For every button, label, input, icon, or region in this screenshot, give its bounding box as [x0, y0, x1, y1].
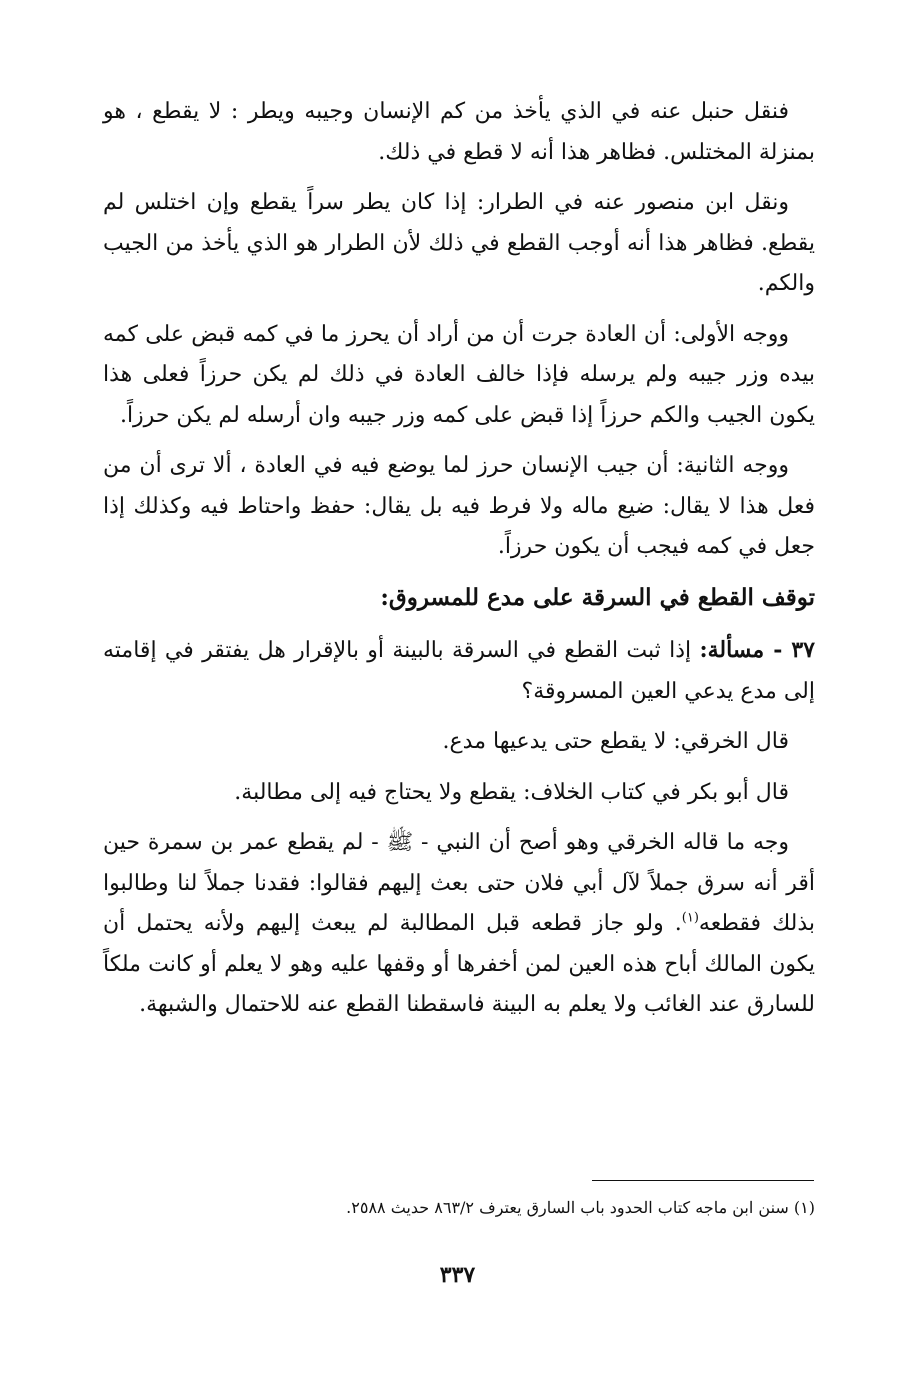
issue-label: ٣٧ - مسألة: — [699, 637, 815, 663]
page-number: ٣٣٧ — [439, 1262, 476, 1288]
quote-khiraqi: قال الخرقي: لا يقطع حتى يدعيها مدع. — [442, 729, 789, 754]
footnote-divider — [592, 1180, 814, 1181]
main-text — [103, 92, 815, 1036]
footnote-text: سنن ابن ماجه كتاب الحدود باب السارق يعترف ٨٦٣/٢ حديث ٢٥٨٨. — [346, 1198, 789, 1217]
quote-abu-bakr: قال أبو بكر في كتاب الخلاف: يقطع ولا يحتاج فيه إلى مطالبة. — [234, 779, 789, 805]
issue-text: إذا ثبت القطع في السرقة بالبينة أو بالإقرار هل يفتقر في إقامته إلى مدع يدعي العين المسروقة؟ — [103, 638, 815, 704]
paragraph-first-view: ووجه الأولى: أن العادة جرت أن من أراد أن يحرز ما في كمه قبض على كمه بيده وزر جيبه ولم يرسله فإذا خالف العادة في ذلك لم يكن حرزاً فعلى هذا يكون الجيب والكم حرزاً إذا قبض على كمه وزر جيبه وان أرسله لم يكن حرزاً. — [103, 321, 815, 428]
paragraph-ibn-mansur: ونقل ابن منصور عنه في الطرار: إذا كان يطر سراً يقطع وإن اختلس لم يقطع. فظاهر هذا أنه أوجب القطع في ذلك لأن الطرار هو الذي يأخذ من الجيب والكم. — [103, 190, 815, 296]
paragraph-second-view: ووجه الثانية: أن جيب الإنسان حرز لما يوضع فيه في العادة ، ألا ترى أن من فعل هذا لا يقال: ضيع ماله ولا فرط فيه بل يقال: حفظ واحتاط فيه وكذلك إذا جعل في كمه فيجب أن يكون حرزاً. — [103, 453, 815, 559]
footnote — [200, 1196, 815, 1220]
section-heading: توقف القطع في السرقة على مدع للمسروق: — [380, 583, 815, 611]
paragraph-hanbal: فنقل حنبل عنه في الذي يأخذ من كم الإنسان وجيبه ويطر : لا يقطع ، هو بمنزلة المختلس. فظاهر هذا أنه لا قطع في ذلك. — [103, 99, 815, 165]
reasoning-part-2: . ولو جاز قطعه قبل المطالبة لم يبعث إليهم ولأنه يحتمل أن يكون المالك أباح هذه العين لمن أخفرها أو وقفها عليه وهو لا يعلم أو كانت ملكاً للسارق عند الغائب ولا يعلم به البينة فاسقطنا القطع عنه للاحتمال والشبهة. — [103, 911, 815, 1017]
footnote-marker: (١) — [793, 1198, 815, 1217]
reasoning-part-1: وجه ما قاله الخرقي وهو أصح أن النبي - ﷺ - لم يقطع عمر بن سمرة حين أقر أنه سرق جملاً لآل أبي فلان حتى بعث إليهم فقالوا: فقدنا جملاً لنا وطالبوا بذلك فقطعه — [103, 830, 815, 936]
footnote-reference: (١) — [681, 910, 699, 926]
paragraph-reasoning — [103, 823, 815, 1026]
issue-37 — [103, 630, 815, 712]
